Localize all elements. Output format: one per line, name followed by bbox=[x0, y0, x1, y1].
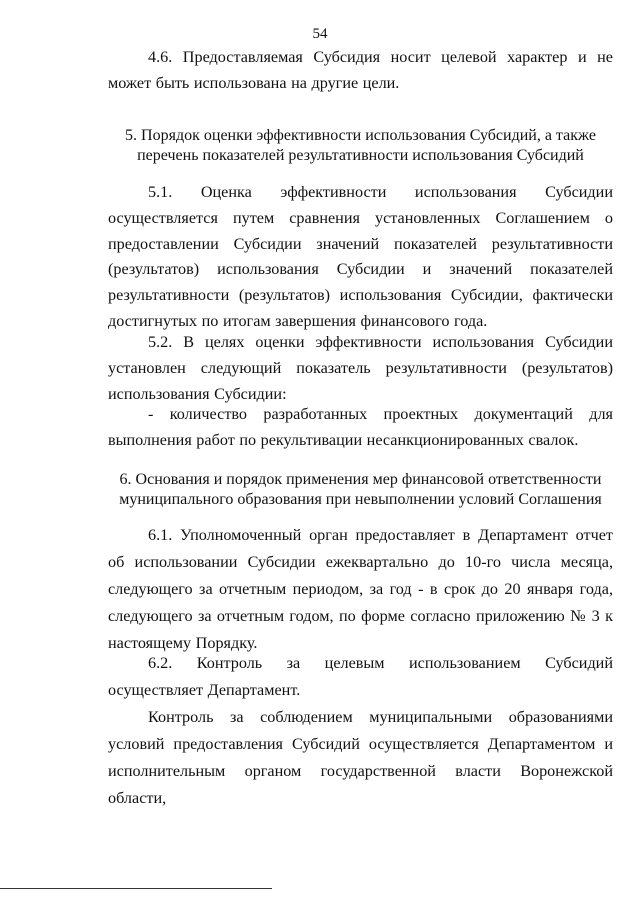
paragraph-5-2-list-item: - количество разработанных проектных документаций для выполнения работ по рекультивации несанкционированных свалок. bbox=[108, 405, 613, 449]
paragraph-6-2-control: Контроль за соблюдением муниципальными образованиями условий предоставления Субсидий осуществляется Департаментом и исполнительным органом государственной власти Воронежской области, bbox=[108, 708, 613, 807]
paragraph-6-2: 6.2. Контроль за целевым использованием Субсидий осуществляет Департамент. bbox=[108, 654, 613, 699]
paragraph-4-6: 4.6. Предоставляемая Субсидия носит целевой характер и не может быть использована на другие цели. bbox=[108, 48, 613, 92]
footer-rule bbox=[0, 888, 272, 889]
paragraph-5-1: 5.1. Оценка эффективности использования Субсидии осуществляется путем сравнения установленных Соглашением о предоставлении Субсидии значений показателей результативности (результатов) использования Субсидии и значений показателей результативности (результатов) использования Субсидии, фактически достигнутых по итогам завершения финансового года. bbox=[108, 183, 613, 330]
section-6-heading: 6. Основания и порядок применения мер финансовой ответственности муниципального образования при невыполнении условий Соглашения bbox=[119, 471, 602, 508]
section-5-heading: 5. Порядок оценки эффективности использования Субсидий, а также перечень показателей результативности использования Субсидий bbox=[125, 127, 596, 164]
paragraph-6-1: 6.1. Уполномоченный орган предоставляет в Департамент отчет об использовании Субсидии ежеквартально до 10-го числа месяца, следующего за отчетным периодом, за год - в срок до 20 января года, следующего за отчетным годом, по форме согласно приложению № 3 к настоящему Порядку. bbox=[108, 526, 613, 652]
page-number: 54 bbox=[312, 26, 328, 42]
paragraph-5-2: 5.2. В целях оценки эффективности использования Субсидии установлен следующий показатель результативности (результатов) использования Субсидии: bbox=[108, 333, 613, 403]
